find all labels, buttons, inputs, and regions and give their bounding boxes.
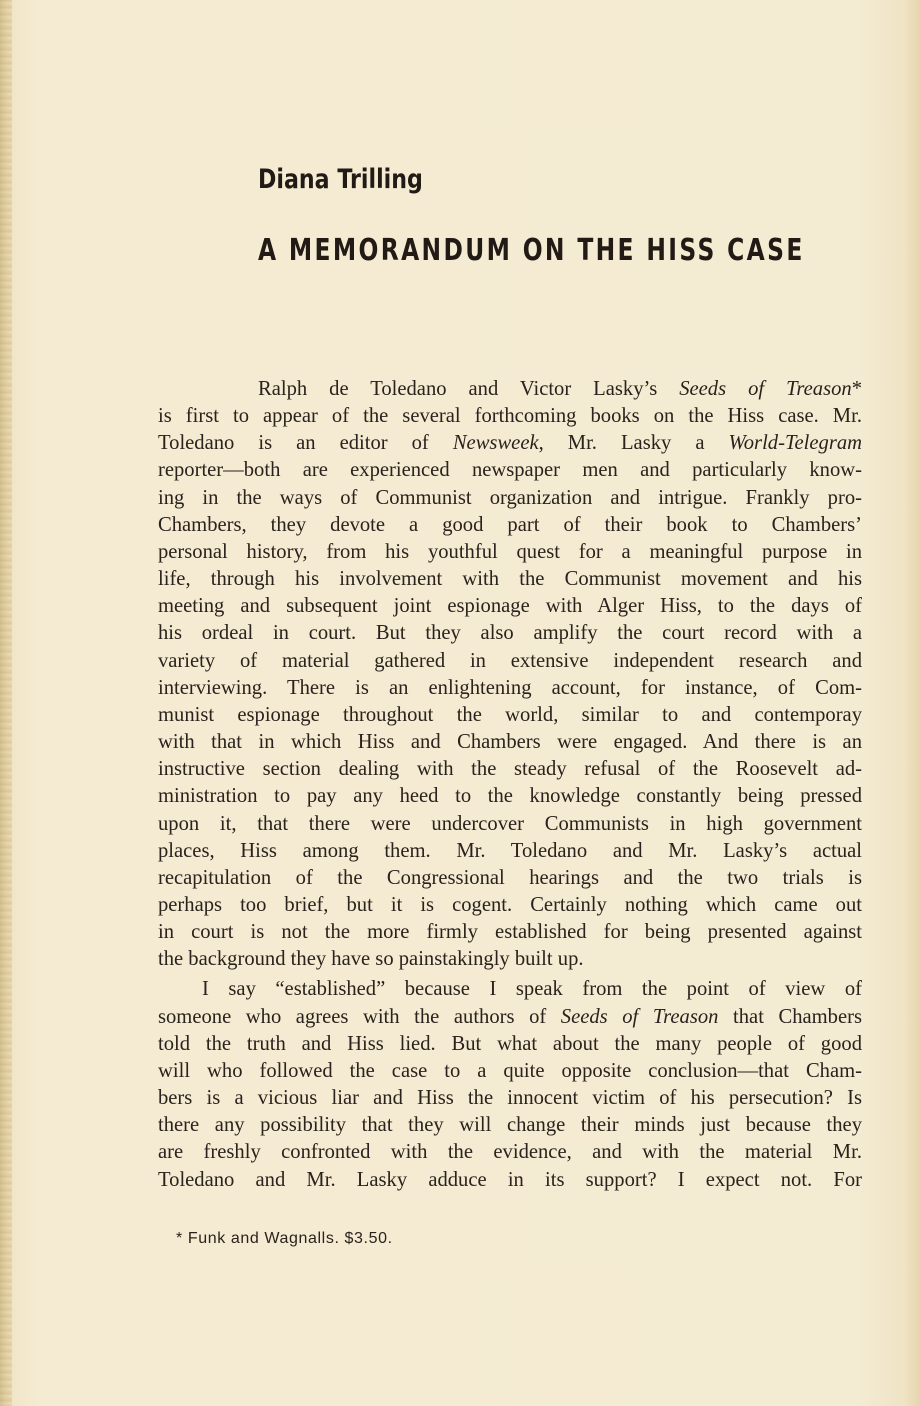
text-line: is first to appear of the several forthcoming books on the Hiss case. Mr. (158, 405, 862, 428)
text-line: life, through his involvement with the Communist movement and his (158, 568, 862, 591)
text-line: will who followed the case to a quite opposite conclusion—that Cham- (158, 1059, 862, 1082)
text-line: with that in which Hiss and Chambers were engaged. And there is an (158, 731, 862, 754)
text-line: variety of material gathered in extensive independent research and (158, 649, 862, 672)
text-line: Toledano and Mr. Lasky adduce in its support? I expect not. For (158, 1168, 862, 1191)
text-line: Ralph de Toledano and Victor Lasky’s Seeds of Treason* (258, 378, 862, 400)
text-line: his ordeal in court. But they also amplify the court record with a (158, 622, 862, 645)
text-line: upon it, that there were undercover Communists in high government (158, 812, 862, 835)
text-line: in court is not the more firmly established for being presented against (158, 921, 862, 944)
text-line: someone who agrees with the authors of Seeds of Treason that Chambers (158, 1005, 862, 1028)
text-line: Chambers, they devote a good part of their book to Chambers’ (158, 513, 862, 536)
text-line: meeting and subsequent joint espionage with Alger Hiss, to the days of (158, 595, 862, 618)
text-line: told the truth and Hiss lied. But what about the many people of good (158, 1032, 862, 1055)
text-line: munist espionage throughout the world, similar to and contemporay (158, 703, 862, 726)
text-line: interviewing. There is an enlightening account, for instance, of Com- (158, 676, 862, 699)
text-line: recapitulation of the Congressional hearings and the two trials is (158, 866, 862, 889)
paragraph-2 (158, 976, 862, 1193)
text-line: perhaps too brief, but it is cogent. Certainly nothing which came out (158, 893, 862, 916)
footnote: * Funk and Wagnalls. $3.50. (176, 1230, 393, 1247)
author-name: Diana Trilling (258, 164, 423, 195)
text-line: places, Hiss among them. Mr. Toledano and Mr. Lasky’s actual (158, 839, 862, 862)
text-line: ministration to pay any heed to the knowledge constantly being pressed (158, 785, 862, 808)
text-line: Toledano is an editor of Newsweek, Mr. Lasky a World-Telegram (158, 432, 862, 455)
text-line: instructive section dealing with the steady refusal of the Roosevelt ad- (158, 758, 862, 781)
text-line: the background they have so painstakingly built up. (158, 948, 584, 971)
article-title: A MEMORANDUM ON THE HISS CASE (258, 233, 805, 268)
text-line: personal history, from his youthful quest for a meaningful purpose in (158, 540, 862, 563)
text-line: reporter—both are experienced newspaper men and particularly know- (158, 459, 862, 482)
text-line: there any possibility that they will change their minds just because they (158, 1114, 862, 1137)
text-line: bers is a vicious liar and Hiss the innocent victim of his persecution? Is (158, 1087, 862, 1110)
text-line: ing in the ways of Communist organization and intrigue. Frankly pro- (158, 486, 862, 509)
article-body (158, 376, 862, 1194)
text-line: are freshly confronted with the evidence, and with the material Mr. (158, 1141, 862, 1164)
text-line: I say “established” because I speak from the point of view of (202, 978, 862, 1001)
page-binding-edge (0, 0, 12, 1406)
paragraph-1 (158, 376, 862, 973)
